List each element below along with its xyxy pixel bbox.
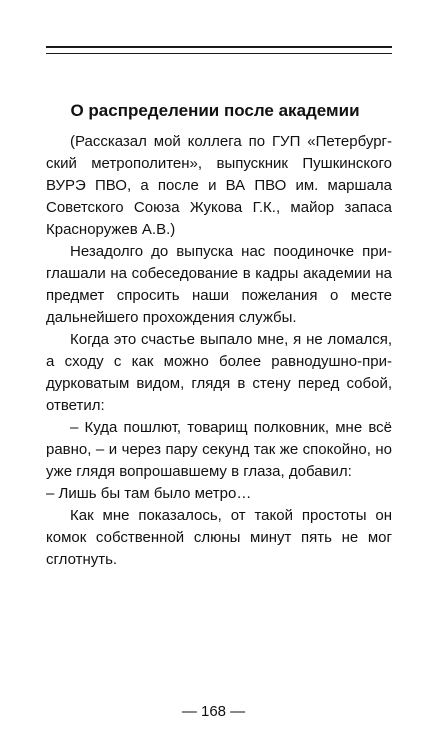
chapter-title: О распределении после академии: [70, 101, 360, 120]
paragraph-intro: (Рассказал мой коллега по ГУП «Петербург-ский метрополитен», выпускник Пушкинского ВУРЭ ПВО, а после и ВА ПВО им. маршала Советского Союза Жукова Г.К., майор запаса Красноружев А.В.): [46, 133, 392, 238]
body-text: [46, 131, 392, 571]
page-number: — 168 —: [181, 703, 246, 720]
paragraph-dialogue-2: – Лишь бы там было метро…: [46, 485, 252, 502]
paragraph-answer: Когда это счастье выпало мне, я не ломался, а сходу с как можно более равнодушно-придурковатым видом, глядя в стену перед собой, ответил:: [46, 331, 392, 414]
paragraph-ending: Как мне показалось, от такой простоты он комок собственной слюны минут пять не мог сглотнуть.: [46, 507, 392, 568]
header-rule-thick: [46, 46, 392, 48]
header-rule-thin: [46, 53, 392, 54]
paragraph-interview: Незадолго до выпуска нас поодиночке приглашали на собеседование в кадры академии на предмет спросить наши пожелания о месте дальнейшего прохождения службы.: [46, 243, 392, 326]
paragraph-dialogue-1: – Куда пошлют, товарищ полковник, мне всё равно, – и через пару секунд так же спокойно, но уже глядя вопрошавшему в глаза, добавил:: [46, 419, 392, 480]
